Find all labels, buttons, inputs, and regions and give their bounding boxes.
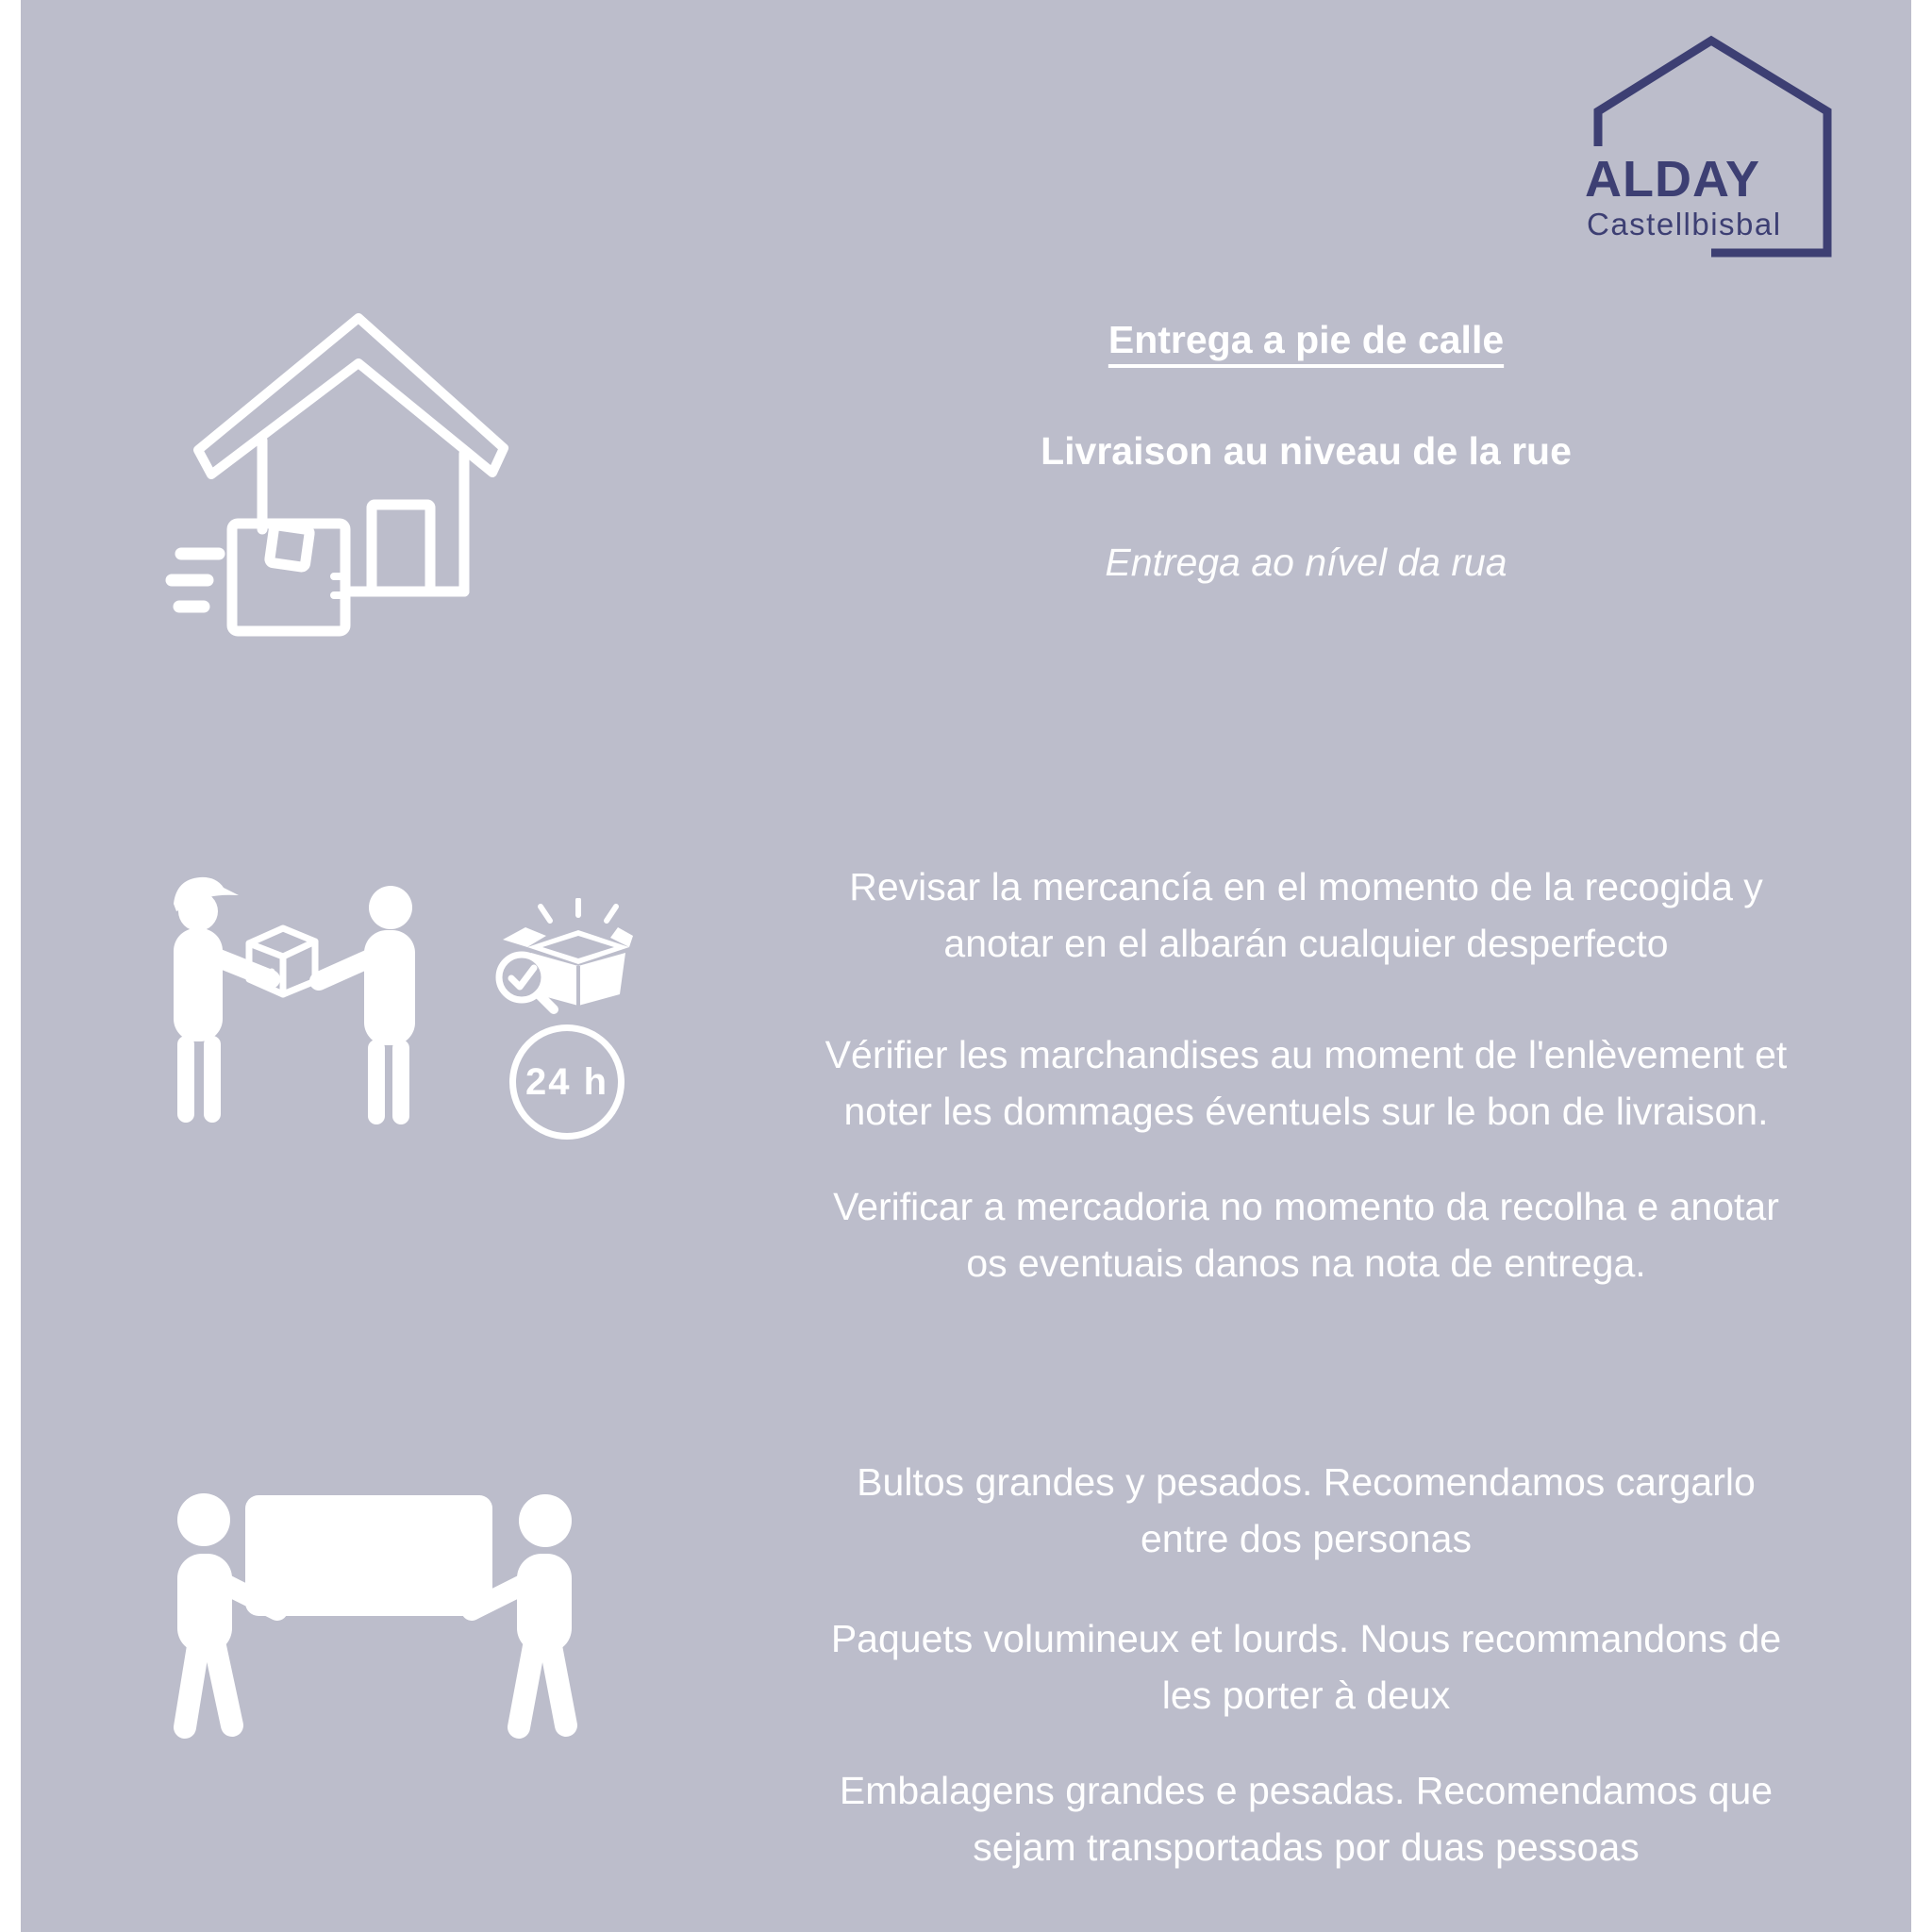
- text-line: les porter à deux: [1161, 1674, 1451, 1717]
- section-heavy-packages: [724, 1410, 1889, 1914]
- text-line: noter les dommages éventuels sur le bon de livraison.: [843, 1090, 1769, 1133]
- text-line: Embalagens grandes e pesadas. Recomendamos que: [839, 1769, 1774, 1812]
- text-line: Entrega a pie de calle: [1108, 318, 1505, 361]
- flyer-panel: [21, 0, 1911, 1932]
- text-line: sejam transportadas por duas pessoas: [973, 1825, 1640, 1869]
- logo-subtitle: Castellbisbal: [1587, 207, 1782, 242]
- brand-logo: [1558, 24, 1860, 269]
- text-line: Bultos grandes y pesados. Recomendamos cargarlo: [857, 1460, 1756, 1504]
- two-person-carry-icon: [162, 1486, 587, 1740]
- text-line: anotar en el albarán cualquier desperfecto: [943, 922, 1669, 965]
- fr-text: [724, 423, 1889, 479]
- inspect-box-icon: [488, 898, 639, 1021]
- text-line: Livraison au niveau de la rue: [1041, 429, 1572, 473]
- text-line: entre dos personas: [1140, 1517, 1472, 1560]
- text-line: Vérifier les marchandises au moment de l'enlèvement et: [824, 1033, 1788, 1076]
- house-delivery-icon: [160, 307, 509, 637]
- logo-title: ALDAY: [1585, 151, 1761, 208]
- section-inspection: [724, 804, 1889, 1330]
- section-street-delivery: [724, 311, 1889, 591]
- text-line: Entrega ao nível da rua: [1105, 541, 1507, 584]
- package-handoff-icon: [153, 868, 483, 1151]
- badge-24h-label: 24 h: [525, 1060, 609, 1103]
- badge-24h: [509, 1024, 625, 1140]
- text-line: Paquets volumineux et lourds. Nous recommandons de: [830, 1617, 1782, 1660]
- text-line: Verificar a mercadoria no momento da recolha e anotar: [833, 1185, 1779, 1228]
- text-line: os eventuais danos na nota de entrega.: [966, 1241, 1646, 1285]
- text-line: Revisar la mercancía en el momento de la recogida y: [849, 865, 1763, 908]
- pt-text: [724, 534, 1889, 591]
- es-heading: [724, 311, 1889, 368]
